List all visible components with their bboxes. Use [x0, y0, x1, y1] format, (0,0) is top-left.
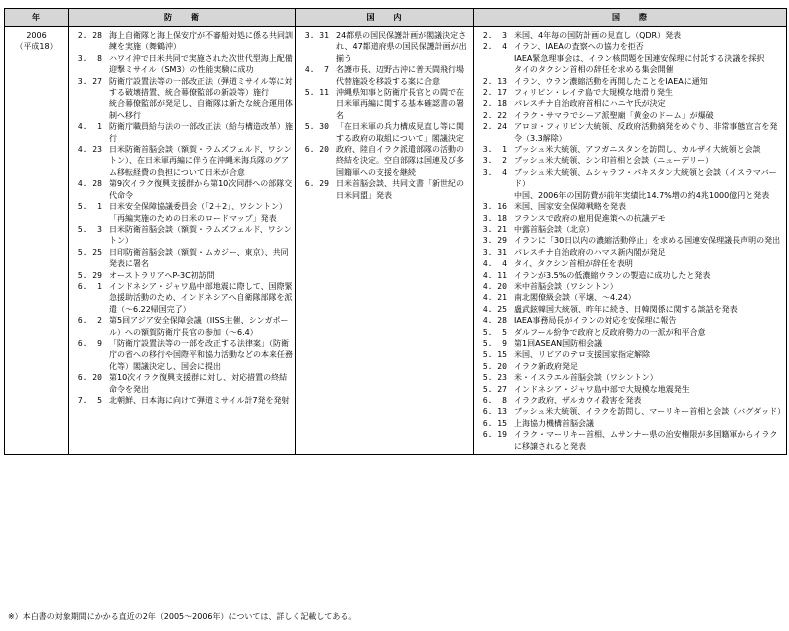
event-text: 米国、リビアのテロ支援国家指定解除 — [514, 350, 650, 360]
event-text: 北朝鮮、日本海に向けて弾道ミサイル計7発を発射 — [109, 396, 290, 405]
event-text: アロヨ・フィリピン大統領、反政府活動摘発をめぐり、非常事態宣言を発令（3.3解除） — [514, 122, 778, 143]
event-entry — [73, 144, 293, 178]
event-text: ブッシュ米大統領、シン印首相と会談（ニューデリー） — [514, 156, 714, 166]
event-date: 6. 13 — [478, 407, 507, 417]
event-date: 3. 1 — [478, 145, 507, 155]
event-entry — [478, 429, 784, 452]
event-entry — [73, 247, 293, 270]
event-text: 中露首脳会談（北京） — [514, 224, 594, 234]
event-entry — [478, 155, 784, 166]
event-entry — [73, 76, 293, 99]
event-text: フランスで政府の雇用促進策への抗議デモ — [514, 213, 666, 223]
event-date: 4. 20 — [478, 281, 507, 291]
event-text: 米中首脳会談（ワシントン） — [514, 281, 618, 291]
event-text: 中国、2006年の国防費が前年実績比14.7%増の約4兆1000億円と発表 — [514, 190, 770, 200]
event-text: インドネシア・ジャワ島中部で大規模な地震発生 — [514, 384, 690, 394]
event-entry — [478, 30, 784, 41]
event-entry — [73, 121, 293, 144]
event-date: 3. 21 — [478, 224, 507, 234]
year-era: （平成18） — [15, 42, 58, 51]
event-entry — [478, 167, 784, 190]
event-entry — [478, 76, 784, 87]
event-date: 3. 27 — [73, 76, 102, 86]
event-date: 6. 20 — [300, 145, 329, 155]
event-date: 5. 29 — [73, 270, 102, 280]
event-entry — [478, 247, 784, 258]
event-date: 6. 15 — [478, 418, 507, 428]
event-text: 南北閣僚級会談（平壌、～4.24） — [514, 293, 636, 303]
event-date — [73, 98, 109, 121]
header-defense: 防 衛 — [69, 9, 296, 27]
event-date: 5. 23 — [478, 373, 507, 383]
event-entry — [300, 87, 471, 121]
event-text: ダルフール紛争で政府と反政府勢力の一派が和平合意 — [514, 327, 706, 337]
event-date: 5. 11 — [300, 88, 329, 98]
event-entry — [73, 224, 293, 247]
header-domestic: 国 内 — [296, 9, 474, 27]
event-date: 4. 4 — [478, 259, 507, 269]
event-entry — [478, 121, 784, 144]
event-text: 第5回アジア安全保障会議（IISS主催、シンガポール）への額賀防衛庁長官の参加（～6.4） — [109, 316, 289, 337]
event-entry — [478, 98, 784, 109]
event-date: 4. 28 — [73, 179, 102, 189]
event-entry — [300, 121, 471, 144]
header-year: 年 — [5, 9, 69, 27]
event-text: イラク・マーリキー首相、ムサンナー県の治安権限が多国籍軍からイラクに移譲されると発表 — [514, 430, 778, 451]
event-entry — [478, 190, 784, 201]
event-text: イラク新政府発足 — [514, 361, 578, 371]
event-date: 4. 28 — [478, 316, 507, 326]
event-entry — [478, 53, 784, 64]
event-entry — [300, 64, 471, 87]
event-text: ブッシュ米大統領、ムシャラフ・パキスタン大統領と会談（イスラマバード） — [514, 167, 777, 189]
event-date: 2. 13 — [478, 76, 507, 86]
event-text: 日米防衛首脳会談（額賀・ラムズフェルド、ワシントン）、在日米軍再編に伴う在沖縄米海兵隊のグアム移転経費の負担について日米が合意 — [109, 145, 292, 177]
event-date: 2. 24 — [478, 122, 507, 132]
event-entry — [478, 418, 784, 429]
event-entry — [73, 53, 293, 76]
event-entry — [478, 144, 784, 155]
event-date: 2. 17 — [478, 88, 507, 98]
event-entry — [478, 372, 784, 383]
event-entry — [73, 281, 293, 315]
event-entry — [478, 87, 784, 98]
event-entry — [478, 327, 784, 338]
event-text: 名護市長、辺野古沖に普天間飛行場代替施設を移設する案に合意 — [336, 65, 464, 86]
event-date: 6. 2 — [73, 316, 102, 326]
defense-event-list — [69, 27, 295, 408]
event-date: 4. 1 — [73, 122, 102, 132]
event-entry — [478, 224, 784, 235]
event-date: 6. 29 — [300, 179, 329, 189]
event-text: インドネシア・ジャワ島中部地震に際して、国際緊急援助活動のため、インドネシアへ自衛隊部隊を派遣（～6.22帰国完了） — [109, 281, 293, 314]
event-date: 5. 27 — [478, 384, 507, 394]
event-text: 盧武鉉韓国大統領、昨年に続き、日韓関係に関する談話を発表 — [514, 304, 738, 314]
event-date: 4. 21 — [478, 293, 507, 303]
event-date: 2. 18 — [478, 99, 507, 109]
event-date: 3. 8 — [73, 53, 102, 63]
event-text: ハワイ沖で日米共同で実施された次世代型海上配備迎撃ミサイル（SM3）の性能実験に成功 — [109, 53, 293, 75]
event-text: 沖縄県知事と防衛庁長官との間で在日米軍再編に関する基本確認書の署名 — [336, 88, 464, 120]
event-date: 6. 8 — [478, 396, 507, 405]
event-date: 6. 9 — [73, 338, 102, 348]
event-entry — [478, 235, 784, 246]
event-text: IAEA事務局長がイランの対応を安保理に報告 — [514, 316, 677, 326]
event-date: 5. 20 — [478, 361, 507, 371]
year-row-2006 — [5, 27, 787, 455]
event-entry — [478, 315, 784, 326]
event-entry — [478, 304, 784, 315]
event-text: 海上自衛隊と海上保安庁が不審船対処に係る共同訓練を実施（舞鶴沖） — [109, 31, 293, 52]
event-text: イラク・サマラでシーア派聖廟「黄金のドーム」が爆破 — [514, 110, 714, 120]
event-entry — [73, 395, 293, 406]
event-entry — [478, 201, 784, 212]
header-international: 国 際 — [474, 9, 787, 27]
event-date: 2. 3 — [478, 31, 507, 40]
event-entry — [73, 178, 293, 201]
event-text: 第10次イラク復興支援群に対し、対応措置の終結命令を発出 — [109, 373, 288, 394]
event-date: 2. 22 — [478, 110, 507, 120]
event-text: パレスチナ自治政府のハマス新内閣が発足 — [514, 247, 666, 257]
event-date: 6. 20 — [73, 373, 102, 383]
event-date: 4. 25 — [478, 304, 507, 314]
event-date: 5. 25 — [73, 247, 102, 257]
event-date: 3. 18 — [478, 213, 507, 223]
event-entry — [300, 30, 471, 64]
footnote: ※）本白書の対象期間にかかる直近の2年（2005～2006年）については、詳しく記載してある。 — [8, 612, 357, 621]
event-text: 政府、陸自イラク派遣部隊の活動の終結を決定。空自部隊は国連及び多国籍軍への支援を継続 — [336, 145, 464, 177]
event-entry — [478, 349, 784, 360]
event-date: 5. 15 — [478, 350, 507, 360]
event-entry — [478, 41, 784, 52]
event-text: 米国、国家安全保障戦略を発表 — [514, 202, 626, 212]
header-row — [5, 9, 787, 27]
event-date: 6. 19 — [478, 430, 507, 440]
event-text: オーストラリアへP-3C初訪問 — [109, 270, 215, 280]
event-text: 日米防衛首脳会談（額賀・ラムズフェルド、ワシントン） — [109, 224, 292, 246]
event-text: イラン、IAEAの査察への協力を拒否 — [514, 42, 644, 52]
event-date: 4. 7 — [300, 65, 329, 75]
event-entry — [478, 213, 784, 224]
event-text: ブッシュ米大統領、アフガニスタンを訪問し、カルザイ大統領と会談 — [514, 145, 761, 155]
event-date: 5. 3 — [73, 224, 102, 234]
event-entry — [478, 395, 784, 406]
event-text: 24都県の国民保護計画が閣議決定され、47都道府県の国民保護計画が出揃う — [336, 31, 467, 63]
event-text: イラン、ウラン濃縮活動を再開したことをIAEAに通知 — [514, 76, 708, 86]
event-text: 第9次イラク復興支援群から第10次同群への部隊交代命令 — [109, 179, 293, 200]
event-entry — [73, 201, 293, 224]
domestic-cell — [296, 27, 474, 455]
event-date: 3. 2 — [478, 156, 507, 166]
event-date: 5. 30 — [300, 122, 329, 132]
event-entry — [478, 281, 784, 292]
event-text: タイ、タクシン首相が辞任を表明 — [514, 259, 633, 269]
event-text: 日米首脳会談、共同文書「新世紀の日米同盟」発表 — [336, 179, 464, 200]
event-entry — [73, 98, 293, 121]
event-text: イランに「30日以内の濃縮活動停止」を求める国連安保理議長声明の発出 — [514, 236, 781, 246]
event-date: 4. 11 — [478, 270, 507, 280]
event-date: 2. 28 — [73, 31, 102, 40]
event-text: 上海協力機構首脳会議 — [514, 418, 594, 428]
event-entry — [300, 178, 471, 201]
event-text: 防衛庁設置法等の一部改正法（弾道ミサイル等に対する破壊措置、統合幕僚監部の新設等）施行 — [109, 76, 293, 98]
event-text: 第1回ASEAN国防相会議 — [514, 338, 603, 348]
event-entry — [478, 258, 784, 269]
event-entry — [478, 64, 784, 75]
event-text: ブッシュ米大統領、イラクを訪問し、マーリキー首相と会談（バグダッド） — [514, 407, 786, 417]
event-text: イラク政府、ザルカウイ殺害を発表 — [514, 396, 642, 405]
event-entry — [478, 406, 784, 417]
event-text: 防衛庁職員給与法の一部改正法（給与構造改革）施行 — [109, 122, 293, 143]
event-entry — [73, 372, 293, 395]
international-event-list — [474, 27, 786, 454]
event-date: 4. 23 — [73, 145, 102, 155]
event-text: 「在日米軍の兵力構成見直し等に関する政府の取組について」閣議決定 — [336, 122, 464, 143]
event-entry — [478, 361, 784, 372]
event-entry — [478, 110, 784, 121]
event-date: 3. 29 — [478, 236, 507, 246]
event-text: 米国、4年毎の国防計画の見直し（QDR）発表 — [514, 31, 682, 40]
event-entry — [478, 270, 784, 281]
event-entry — [478, 292, 784, 303]
event-date — [478, 190, 514, 201]
event-text: 日米安全保障協議委員会（「2＋2」、ワシントン）「再編実施のための日米のロードマップ」発表 — [109, 202, 287, 223]
event-date: 5. 9 — [478, 338, 507, 348]
event-entry — [478, 384, 784, 395]
event-text: 統合幕僚監部が発足し、自衛隊は新たな統合運用体制へ移行 — [109, 99, 293, 120]
event-entry — [73, 338, 293, 372]
event-date — [478, 64, 514, 75]
event-date: 3. 31 — [300, 31, 329, 40]
event-text: 「防衛庁設置法等の一部を改正する法律案」（防衛庁の省への移行や国際平和協力活動などの本来任務化等）閣議決定し、国会に提出 — [109, 338, 293, 371]
year-cell — [5, 27, 69, 455]
domestic-event-list — [296, 27, 473, 203]
event-entry — [73, 30, 293, 53]
event-text: 米・イスラエル首脳会談（ワシントン） — [514, 373, 658, 383]
event-entry — [300, 144, 471, 178]
year-value: 2006 — [26, 31, 47, 40]
event-text: IAEA緊急理事会は、イラン核問題を国連安保理に付託する決議を採択 — [514, 53, 765, 63]
event-text: 日印防衛首脳会談（額賀・ムカジー、東京）、共同発表に署名 — [109, 247, 289, 269]
event-text: フィリピン・レイテ島で大規模な地滑り発生 — [514, 88, 673, 98]
event-date: 3. 4 — [478, 167, 507, 177]
event-date: 3. 16 — [478, 202, 507, 212]
event-entry — [478, 338, 784, 349]
event-entry — [73, 315, 293, 338]
event-date — [478, 53, 514, 64]
event-date: 6. 1 — [73, 281, 102, 291]
defense-cell — [69, 27, 296, 455]
international-cell — [474, 27, 787, 455]
event-text: タイのタクシン首相の辞任を求める集会開催 — [514, 65, 674, 75]
event-date: 7. 5 — [73, 396, 102, 405]
event-date: 5. 1 — [73, 202, 102, 212]
event-text: パレスチナ自治政府首相にハニヤ氏が決定 — [514, 99, 666, 109]
event-date: 2. 4 — [478, 42, 507, 52]
chronology-table — [4, 8, 787, 455]
event-date: 5. 5 — [478, 327, 507, 337]
event-text: イランが3.5%の低濃縮ウランの製造に成功したと発表 — [514, 270, 711, 280]
event-entry — [73, 270, 293, 281]
event-date: 3. 31 — [478, 247, 507, 257]
